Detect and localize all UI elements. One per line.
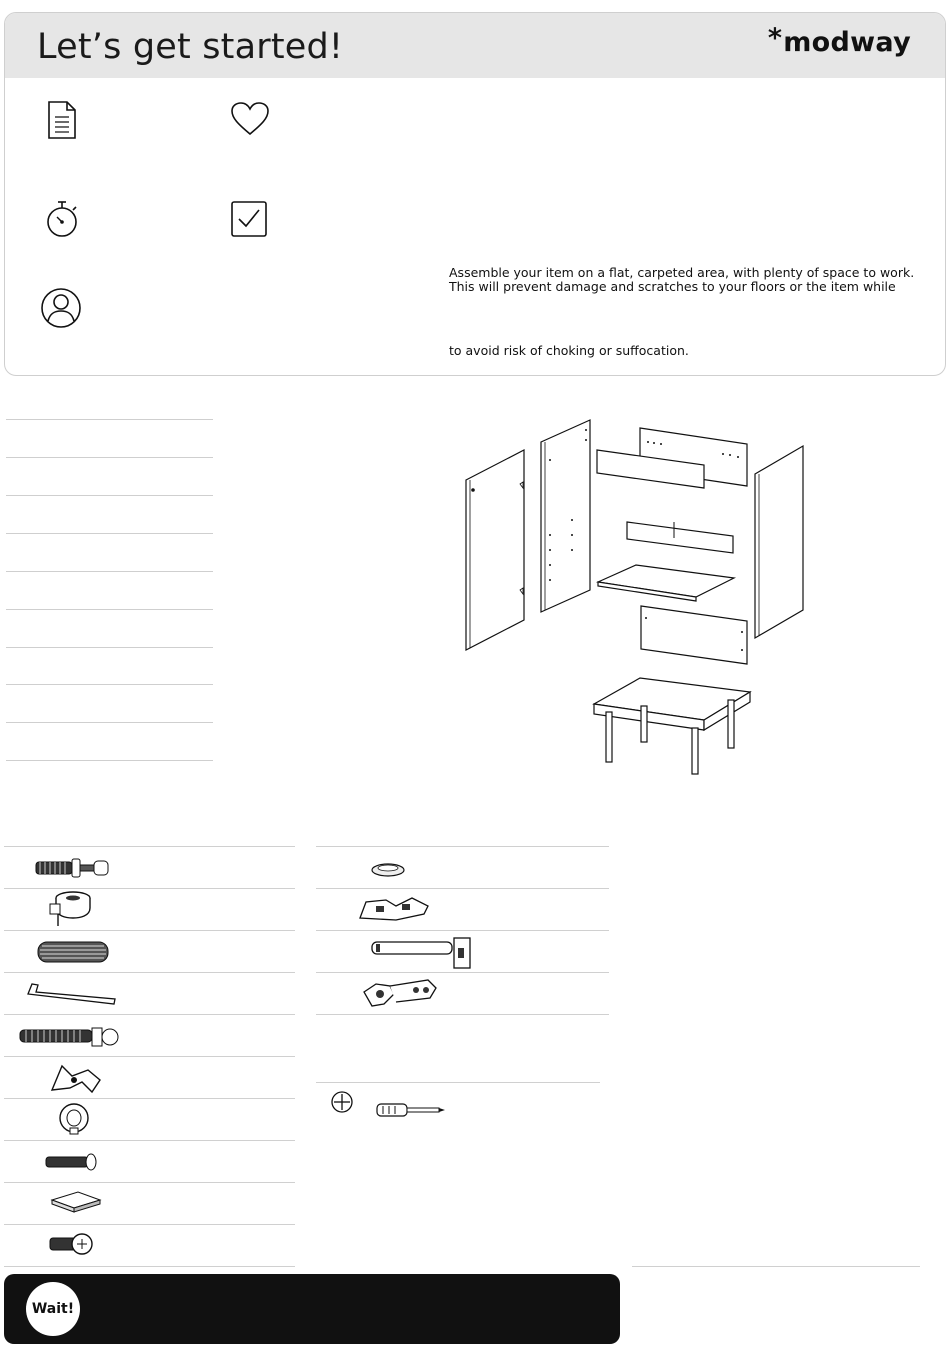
panel-list-rule	[6, 647, 213, 648]
hardware-row-rule	[316, 930, 609, 931]
panel-list-rule	[6, 609, 213, 610]
wait-badge: Wait!	[26, 1282, 80, 1336]
knob-icon	[56, 1102, 92, 1136]
checkbox-icon	[230, 200, 268, 238]
hardware-row-rule	[4, 930, 295, 931]
notes-rule	[632, 1266, 920, 1267]
shelf-support-icon	[48, 1060, 104, 1096]
felt-pad-icon	[48, 1190, 102, 1216]
packaging-tip-line: to avoid risk of choking or suffocation.	[449, 343, 689, 358]
hardware-row-rule	[4, 1182, 295, 1183]
short-screw-icon	[48, 1230, 94, 1258]
surface-tip-line-2: This will prevent damage and scratches to your floors or the item while	[449, 279, 896, 294]
document-icon	[45, 100, 79, 140]
panel-list-rule	[6, 495, 213, 496]
hardware-row-rule	[316, 1014, 609, 1015]
panel-list-rule	[6, 419, 213, 420]
screwdriver-icon	[375, 1100, 447, 1120]
cam-bolt-icon	[34, 856, 112, 880]
panel-list-rule	[6, 533, 213, 534]
mounting-plate-icon	[356, 894, 432, 924]
stopwatch-icon	[45, 199, 81, 239]
machine-screw-icon	[44, 1152, 98, 1172]
brand-logo: *modway	[767, 23, 911, 58]
hardware-row-rule	[316, 888, 609, 889]
hardware-row-rule	[4, 1224, 295, 1225]
hardware-row-rule	[4, 846, 295, 847]
bumper-pad-icon	[370, 860, 406, 878]
hardware-row-rule	[4, 1014, 295, 1015]
person-icon	[40, 287, 82, 329]
phillips-screwdriver-icon	[330, 1090, 354, 1114]
wait-banner	[4, 1274, 620, 1344]
cam-lock-icon	[48, 890, 94, 928]
surface-tip-line-1: Assemble your item on a flat, carpeted area, with plenty of space to work.	[449, 265, 915, 280]
hinge-icon	[360, 976, 440, 1012]
panel-list-rule	[6, 571, 213, 572]
page-title: Let’s get started!	[37, 27, 344, 67]
wooden-dowel-icon	[36, 938, 110, 966]
hardware-row-rule	[4, 972, 295, 973]
heart-icon	[230, 101, 270, 137]
hardware-row-rule	[4, 1266, 295, 1267]
hardware-row-rule	[316, 972, 609, 973]
exploded-cabinet-diagram	[440, 410, 820, 790]
hardware-row-rule	[316, 846, 609, 847]
tools-rule	[316, 1082, 600, 1083]
allen-key-icon	[26, 980, 118, 1008]
panel-list-rule	[6, 457, 213, 458]
hardware-row-rule	[4, 1140, 295, 1141]
cabinet-leg-icon	[370, 936, 474, 970]
hardware-row-rule	[4, 1056, 295, 1057]
panel-list-rule	[6, 760, 213, 761]
hardware-row-rule	[4, 1098, 295, 1099]
intro-header	[5, 13, 945, 78]
hardware-row-rule	[4, 888, 295, 889]
long-screw-icon	[18, 1022, 120, 1052]
panel-list-rule	[6, 684, 213, 685]
panel-list-rule	[6, 722, 213, 723]
intro-card	[4, 12, 946, 376]
